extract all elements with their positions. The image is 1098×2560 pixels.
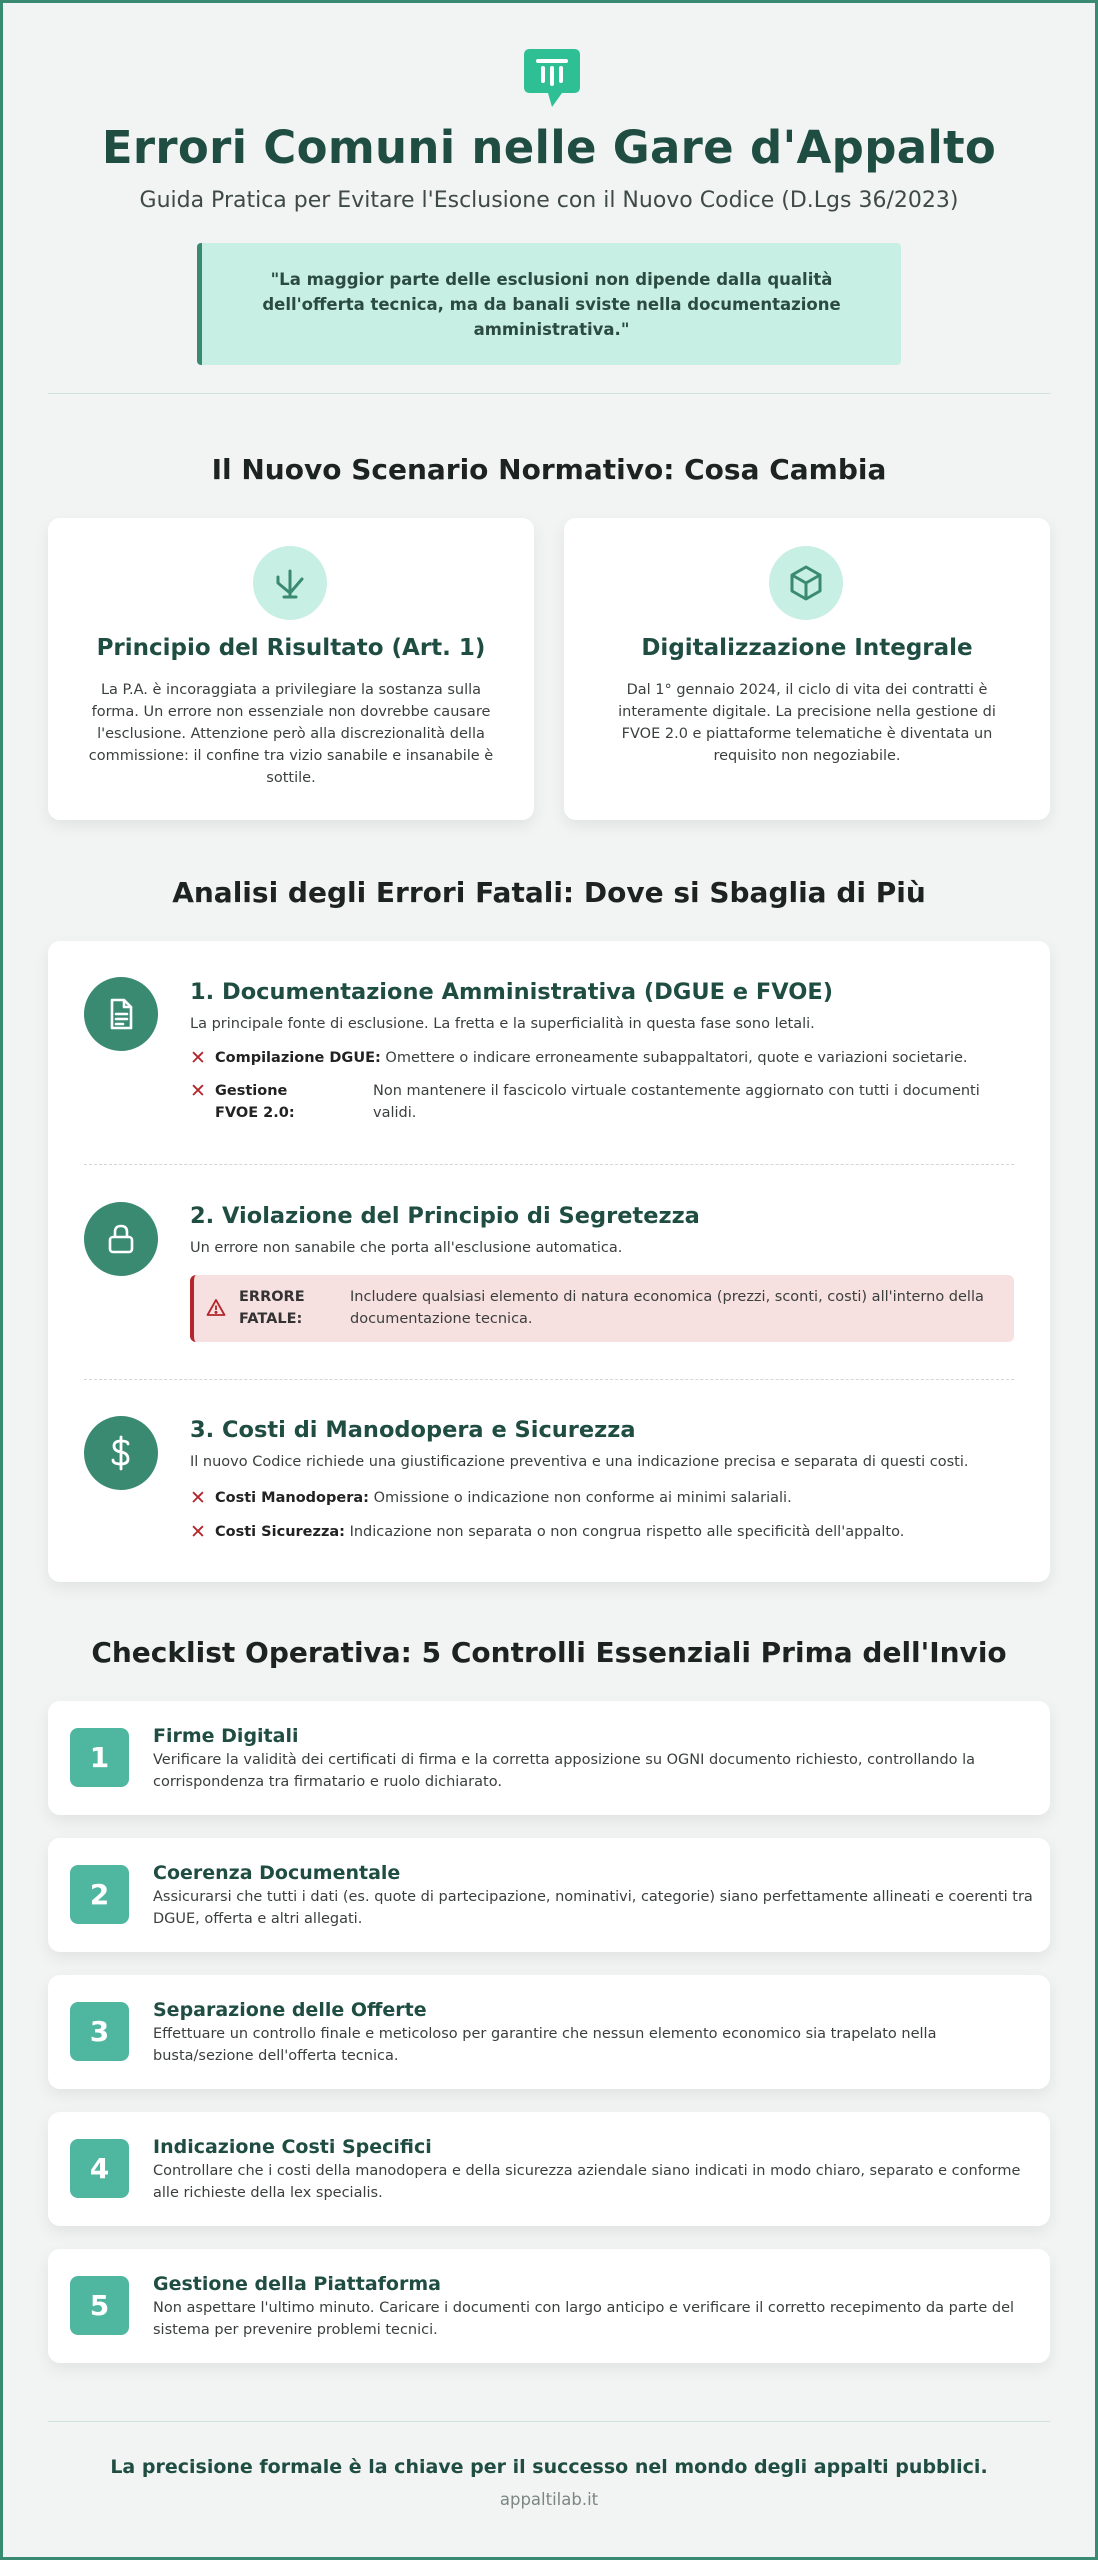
checklist-item-title: Gestione della Piattaforma bbox=[153, 2273, 441, 2295]
checklist-item bbox=[48, 1701, 1050, 1815]
scale-icon bbox=[253, 546, 327, 620]
highlight-quote bbox=[197, 243, 901, 365]
divider bbox=[48, 393, 1050, 394]
checklist-item-title: Separazione delle Offerte bbox=[153, 1999, 427, 2021]
cube-icon bbox=[769, 546, 843, 620]
cross-icon: ✕ bbox=[190, 1080, 206, 1102]
scenario-section-title: Il Nuovo Scenario Normativo: Cosa Cambia bbox=[211, 453, 887, 486]
scenario-card-result bbox=[48, 518, 534, 820]
divider bbox=[48, 2421, 1050, 2422]
alert-label: ERRORE FATALE: bbox=[239, 1289, 305, 1327]
dashed-divider bbox=[84, 1164, 1014, 1165]
footer-tagline: La precisione formale è la chiave per il successo nel mondo degli appalti pubblici. bbox=[110, 2456, 988, 2478]
error-title: 2. Violazione del Principio di Segretezza bbox=[190, 1203, 700, 1229]
fatal-error-alert bbox=[190, 1275, 1014, 1342]
checklist-item bbox=[48, 1838, 1050, 1952]
checklist-item-text: Effettuare un controllo finale e meticoloso per garantire che nessun elemento economico sia trapelato nella busta/sezione dell'offerta tecnica. bbox=[153, 2026, 937, 2064]
errors-section-title: Analisi degli Errori Fatali: Dove si Sbaglia di Più bbox=[172, 876, 926, 909]
scenario-card-digital bbox=[564, 518, 1050, 820]
scenario-card-title: Digitalizzazione Integrale bbox=[641, 635, 973, 661]
error-bullet: ✕ Costi Sicurezza: Indicazione non separata o non congrua rispetto alle specificità dell'appalto. bbox=[190, 1521, 905, 1543]
cross-icon: ✕ bbox=[190, 1487, 206, 1509]
error-title: 1. Documentazione Amministrativa (DGUE e FVOE) bbox=[190, 979, 834, 1005]
alert-text: Includere qualsiasi elemento di natura economica (prezzi, sconti, costi) all'interno della documentazione tecnica. bbox=[350, 1289, 984, 1327]
error-description: La principale fonte di esclusione. La fretta e la superficialità in questa fase sono letali. bbox=[190, 1016, 815, 1032]
cross-icon: ✕ bbox=[190, 1047, 206, 1069]
page-subtitle: Guida Pratica per Evitare l'Esclusione con il Nuovo Codice (D.Lgs 36/2023) bbox=[139, 188, 959, 213]
step-number-badge: 5 bbox=[70, 2276, 129, 2335]
checklist-item bbox=[48, 2249, 1050, 2363]
checklist-section-title: Checklist Operativa: 5 Controlli Essenziali Prima dell'Invio bbox=[91, 1636, 1007, 1669]
scenario-card-title: Principio del Risultato (Art. 1) bbox=[96, 635, 486, 661]
dashed-divider bbox=[84, 1379, 1014, 1380]
checklist-item-title: Coerenza Documentale bbox=[153, 1862, 401, 1884]
error-bullet: ✕ Costi Manodopera: Omissione o indicazione non conforme ai minimi salariali. bbox=[190, 1487, 792, 1509]
step-number-badge: 3 bbox=[70, 2002, 129, 2061]
step-number-badge: 2 bbox=[70, 1865, 129, 1924]
step-number-badge: 4 bbox=[70, 2139, 129, 2198]
logo-icon bbox=[522, 47, 582, 117]
errors-card: 1. Documentazione Amministrativa (DGUE e FVOE) La principale fonte di esclusione. La fretta e la superficialità in questa fase sono letali. ✕ Compilazione DGUE: Omettere o indicare erroneamente subappaltatori, quote e variazioni societarie. ✕ Gestione FVOE 2.0: Non mantenere il fascicolo virtuale costantemente aggiornato con tutti i documenti validi. 2. Violazione del Principio di Segretezza Un errore non sanabile che porta all'esclusione automatica. ERRORE FATALE: Includere qualsiasi elemento di natura economica (prezzi, sconti, costi) all'interno della documentazione tecnica. 3. Costi di Manodopera e Sicurezza Il nuovo Codice richiede una giustificazione preventiva e una indicazione precisa e separata di questi costi. ✕ Costi Manodopera: Omissione o indicazione non conforme ai minimi salariali. ✕ Costi Sicurezza: Indicazione non separata o non congrua rispetto alle specificità dell'appalto. bbox=[48, 941, 1050, 1582]
error-description: Un errore non sanabile che porta all'esclusione automatica. bbox=[190, 1240, 623, 1256]
checklist-item-title: Firme Digitali bbox=[153, 1725, 299, 1747]
dollar-icon bbox=[84, 1416, 158, 1490]
error-title: 3. Costi di Manodopera e Sicurezza bbox=[190, 1417, 636, 1443]
error-bullet: ✕ Compilazione DGUE: Omettere o indicare erroneamente subappaltatori, quote e variazioni societarie. bbox=[190, 1047, 968, 1069]
cross-icon: ✕ bbox=[190, 1521, 206, 1543]
checklist-item-text: Controllare che i costi della manodopera e della sicurezza aziendale siano indicati in modo chiaro, separato e conforme alle richieste della lex specialis. bbox=[153, 2163, 1021, 2201]
page-title: Errori Comuni nelle Gare d'Appalto bbox=[101, 121, 997, 174]
error-description: Il nuovo Codice richiede una giustificazione preventiva e una indicazione precisa e separata di questi costi. bbox=[190, 1454, 969, 1470]
checklist-item-text: Verificare la validità dei certificati di firma e la corretta apposizione su OGNI documento richiesto, controllando la corrispondenza tra firmatario e ruolo dichiarato. bbox=[153, 1752, 976, 1790]
scenario-card-text: Dal 1° gennaio 2024, il ciclo di vita dei contratti è interamente digitale. La precisione nella gestione di FVOE 2.0 e piattaforme telematiche è diventata un requisito non negoziabile. bbox=[618, 682, 996, 764]
quote-text: "La maggior parte delle esclusioni non dipende dalla qualità dell'offerta tecnica, ma da banali sviste nella documentazione amministrativa." bbox=[262, 269, 841, 339]
checklist-item-text: Assicurarsi che tutti i dati (es. quote di partecipazione, nominativi, categorie) siano perfettamente allineati e coerenti tra DGUE, offerta e altri allegati. bbox=[153, 1889, 1033, 1927]
lock-icon bbox=[84, 1202, 158, 1276]
infographic-page bbox=[3, 3, 1095, 2557]
checklist-item bbox=[48, 1975, 1050, 2089]
scenario-card-text: La P.A. è incoraggiata a privilegiare la sostanza sulla forma. Un errore non essenziale non dovrebbe causare l'esclusione. Attenzione però alla discrezionalità della commissione: il confine tra vizio sanabile e insanabile è sottile. bbox=[88, 682, 494, 786]
footer-site-link[interactable]: appaltilab.it bbox=[499, 2490, 599, 2509]
checklist-item-title: Indicazione Costi Specifici bbox=[153, 2136, 432, 2158]
checklist-item bbox=[48, 2112, 1050, 2226]
warning-icon bbox=[206, 1298, 226, 1317]
checklist-item-text: Non aspettare l'ultimo minuto. Caricare i documenti con largo anticipo e verificare il corretto recepimento da parte del sistema per prevenire problemi tecnici. bbox=[153, 2300, 1015, 2338]
document-icon bbox=[84, 977, 158, 1051]
step-number-badge: 1 bbox=[70, 1728, 129, 1787]
